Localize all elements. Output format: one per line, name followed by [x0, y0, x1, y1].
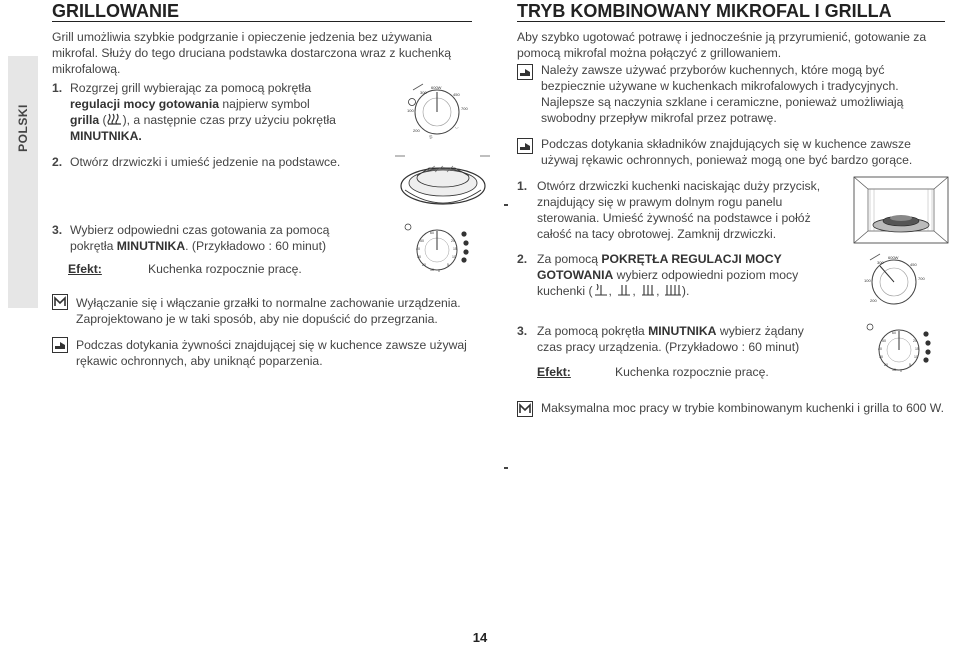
- caution-hand-icon: [517, 138, 533, 154]
- section-title-grilling: GRILLOWANIE: [52, 3, 472, 22]
- svg-text:30: 30: [417, 255, 421, 259]
- svg-text:20: 20: [884, 363, 888, 367]
- step-number: 1.: [52, 81, 63, 95]
- svg-text:15: 15: [915, 347, 919, 351]
- step-1-line-2: regulacji mocy gotowania najpierw symbol: [70, 97, 310, 111]
- combination-intro: Aby szybko ugotować potrawę i jednocześnie ją przyrumienić, gotowanie za pomocą mikrofal można połączyć z grillowaniem.: [517, 30, 927, 60]
- svg-text:100: 100: [864, 278, 871, 283]
- svg-text:450: 450: [453, 92, 460, 97]
- step-1-line-4: MINUTNIKA.: [70, 129, 142, 143]
- svg-text:600W: 600W: [888, 255, 899, 260]
- note-max-power: Maksymalna moc pracy w trybie kombinowanym kuchenki i grilla to 600 W.: [541, 401, 945, 415]
- svg-text:0: 0: [900, 369, 902, 373]
- step-1-line-1: Rozgrzej grill wybierając za pomocą pokrętła: [70, 81, 312, 95]
- svg-text:◡: ◡: [455, 124, 459, 129]
- svg-text:10: 10: [452, 255, 456, 259]
- svg-text:10: 10: [892, 368, 896, 372]
- language-label: POLSKI: [16, 104, 30, 152]
- svg-text:200: 200: [413, 128, 420, 133]
- svg-text:40: 40: [416, 247, 420, 251]
- note-pencil-icon: [52, 294, 68, 310]
- note-safe-utensils: Należy zawsze używać przyborów kuchennych, które mogą być bezpiecznie używane w kuchenkach mikrofalowych i tradycyjnych. Najlepsze są naczynia szklane i ceramiczne, ponieważ umożliwiają swobodny przepływ mikrofal przez potrawę.: [541, 63, 904, 125]
- svg-text:200: 200: [870, 298, 877, 303]
- effect-label: Efekt:: [537, 365, 571, 379]
- power-dial-illustration: [395, 80, 480, 145]
- svg-text:60: 60: [892, 331, 896, 335]
- effect-label: Efekt:: [68, 262, 102, 276]
- svg-text:700: 700: [461, 106, 468, 111]
- grilling-intro: Grill umożliwia szybkie podgrzanie i opieczenie jedzenia bez używania mikrofal. Służy do tego druciana podstawka dostarczona wraz z kuchenką mikrofalową.: [52, 30, 452, 76]
- combo-low-icon: [593, 284, 609, 296]
- grilling-step-3: 3. Wybierz odpowiedni czas gotowania za pomocą pokrętła MINUTNIKA. (Przykładowo : 60 minut): [52, 223, 330, 253]
- combination-power-symbols: , , ,: [593, 284, 682, 298]
- svg-text:0: 0: [438, 269, 440, 273]
- note-heater-cycling: Wyłączanie się i włączanie grzałki to normalne zachowanie urządzenia. Zaprojektowano je w taki sposób, aby nie dopuścić do przegrzania.: [76, 296, 461, 326]
- grilling-effect: [68, 261, 368, 277]
- note-hot-gloves: Podczas dotykania składników znajdujących się w kuchence zawsze używaj rękawic ochronnych, ponieważ mogą one być bardzo gorące.: [541, 137, 913, 167]
- combo-medium-low-icon: [616, 284, 632, 296]
- svg-text:௫: ௫: [429, 134, 433, 139]
- grill-icon: [409, 99, 416, 106]
- grilling-step-1: [52, 80, 372, 144]
- svg-text:5: 5: [447, 263, 449, 267]
- timer-dial-illustration: [862, 322, 937, 377]
- timer-dial-illustration: [400, 222, 475, 277]
- svg-text:100: 100: [407, 108, 414, 113]
- svg-text:20: 20: [451, 239, 455, 243]
- svg-text:40: 40: [878, 347, 882, 351]
- svg-text:20: 20: [422, 263, 426, 267]
- note-pencil-icon: [517, 401, 533, 417]
- crop-mark: [504, 467, 508, 469]
- crop-mark: [504, 204, 508, 206]
- combination-step-2: 2. Za pomocą POKRĘTŁA REGULACJI MOCY GOTOWANIA wybierz odpowiedni poziom mocy kuchenki ( , , , ).: [517, 252, 799, 298]
- step-1-line-3: grilla ( ), a następnie czas przy użyciu pokrętła: [70, 113, 336, 127]
- svg-text:700: 700: [918, 276, 925, 281]
- svg-text:10: 10: [914, 355, 918, 359]
- combination-step-1: 1. Otwórz drzwiczki kuchenki naciskając duży przycisk, znajdujący się w prawym dolnym rogu panelu sterowania. Umieść żywność na podstawce i połóż całość na tacy obrotowej. Zamknij drzwiczki.: [517, 179, 821, 241]
- svg-text:300: 300: [877, 260, 884, 265]
- grill-symbol-icon: [107, 113, 123, 125]
- right-title-block: [517, 3, 945, 22]
- svg-text:300: 300: [420, 90, 427, 95]
- effect-text: Kuchenka rozpocznie pracę.: [615, 365, 769, 379]
- oven-interior-illustration: [852, 175, 950, 245]
- clock-icon: [405, 224, 411, 230]
- effect-text: Kuchenka rozpocznie pracę.: [148, 262, 302, 276]
- caution-hand-icon: [517, 64, 533, 80]
- power-dial-illustration: [852, 250, 937, 315]
- grilling-step-2: 2. Otwórz drzwiczki i umieść jedzenie na podstawce.: [52, 155, 341, 169]
- section-title-combination: TRYB KOMBINOWANY MIKROFAL I GRILLA: [517, 3, 945, 22]
- page-number: 14: [472, 630, 488, 645]
- combo-high-icon: [664, 284, 682, 296]
- svg-text:30: 30: [879, 355, 883, 359]
- svg-text:10: 10: [430, 268, 434, 272]
- combination-effect: [537, 364, 837, 380]
- svg-text:50: 50: [420, 239, 424, 243]
- language-sidebar: [8, 56, 38, 308]
- note-use-gloves: Podczas dotykania żywności znajdującej się w kuchence zawsze używaj rękawic ochronnych, aby uniknąć poparzenia.: [76, 338, 467, 368]
- combination-step-3: 3. Za pomocą pokrętła MINUTNIKA wybierz żądany czas pracy urządzenia. (Przykładowo : 60 minut): [517, 324, 804, 354]
- svg-text:450: 450: [910, 262, 917, 267]
- left-title-block: [52, 3, 472, 22]
- svg-text:15: 15: [453, 247, 457, 251]
- svg-text:50: 50: [882, 339, 886, 343]
- svg-text:5: 5: [909, 363, 911, 367]
- caution-hand-icon: [52, 337, 68, 353]
- combo-medium-icon: [640, 284, 656, 296]
- dial-label: 600W: [431, 85, 442, 90]
- svg-text:60: 60: [430, 231, 434, 235]
- turntable-illustration: [395, 148, 490, 218]
- svg-text:20: 20: [913, 339, 917, 343]
